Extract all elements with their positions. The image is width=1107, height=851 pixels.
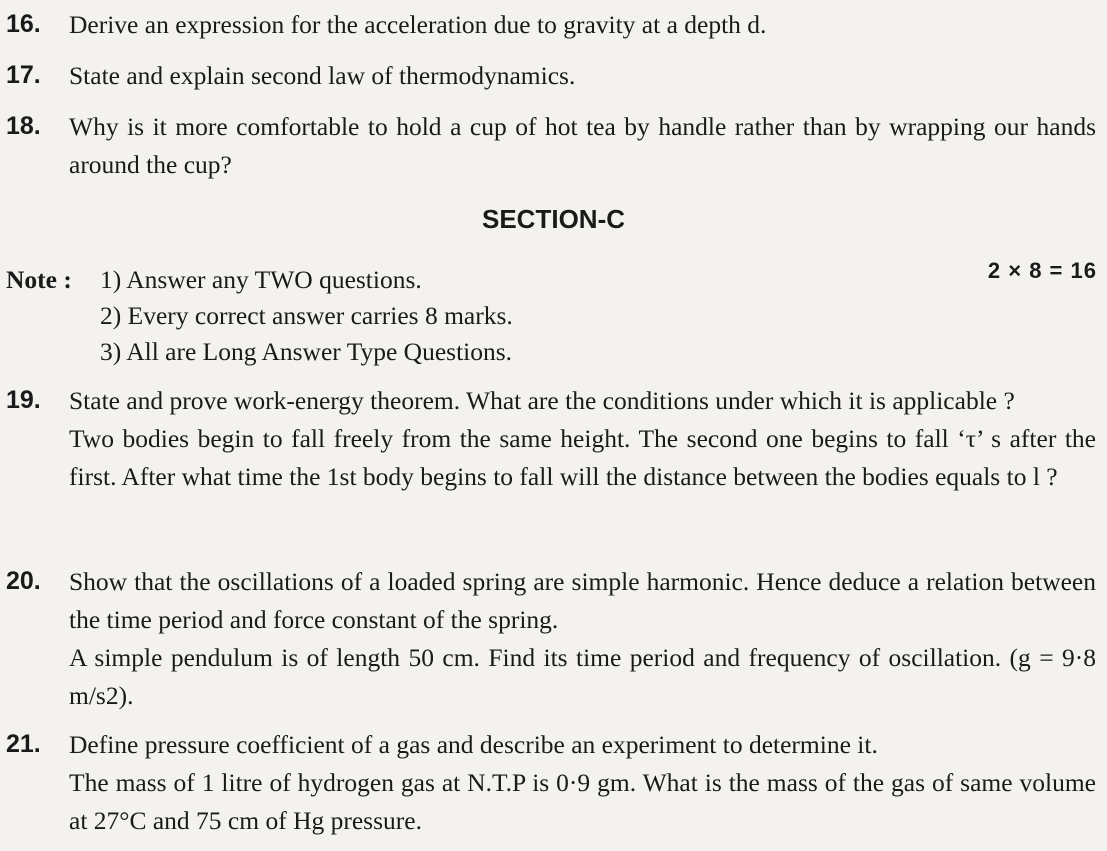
- question-paragraph: Two bodies begin to fall freely from the same height. The second one begins to fall ‘τ’ s after the first. After what time the 1st body begins to fall will the distance between the bodies equals to l ?: [69, 424, 1096, 491]
- note-item: 3) All are Long Answer Type Questions.: [100, 337, 513, 366]
- question-number: 17.: [6, 61, 41, 89]
- note-item: 1) Answer any TWO questions.: [100, 265, 422, 294]
- question-paragraph: State and prove work-energy theorem. What are the conditions under which it is applicable ?: [69, 386, 1015, 415]
- note-item: 2) Every correct answer carries 8 marks.: [100, 301, 513, 330]
- question-number: 16.: [6, 10, 41, 38]
- question-paragraph: Show that the oscillations of a loaded spring are simple harmonic. Hence deduce a relation between the time period and force constant of the spring.: [69, 567, 1096, 634]
- section-title: SECTION-C: [482, 204, 625, 234]
- question-paragraph: Define pressure coefficient of a gas and describe an experiment to determine it.: [69, 730, 878, 759]
- question-paragraph: A simple pendulum is of length 50 cm. Find its time period and frequency of oscillation. (g = 9·8 m/s2).: [69, 643, 1096, 710]
- question-text: [69, 563, 1096, 715]
- question-text: Derive an expression for the acceleration due to gravity at a depth d.: [69, 10, 767, 39]
- note-list: [100, 262, 513, 370]
- question-text: Why is it more comfortable to hold a cup of hot tea by handle rather than by wrapping our hands around the cup?: [69, 112, 1096, 179]
- question-number: 20.: [6, 567, 41, 595]
- question-paragraph: The mass of 1 litre of hydrogen gas at N.T.P is 0·9 gm. What is the mass of the gas of same volume at 27°C and 75 cm of Hg pressure.: [69, 768, 1096, 835]
- marks-summary: 2 × 8 = 16: [987, 258, 1097, 283]
- question-number: 19.: [6, 386, 41, 414]
- note-label: Note :: [6, 265, 72, 294]
- question-number: 18.: [6, 112, 41, 140]
- question-text: [69, 382, 1096, 496]
- question-text: State and explain second law of thermodynamics.: [69, 61, 576, 90]
- question-number: 21.: [6, 730, 41, 758]
- question-text: [69, 726, 1096, 840]
